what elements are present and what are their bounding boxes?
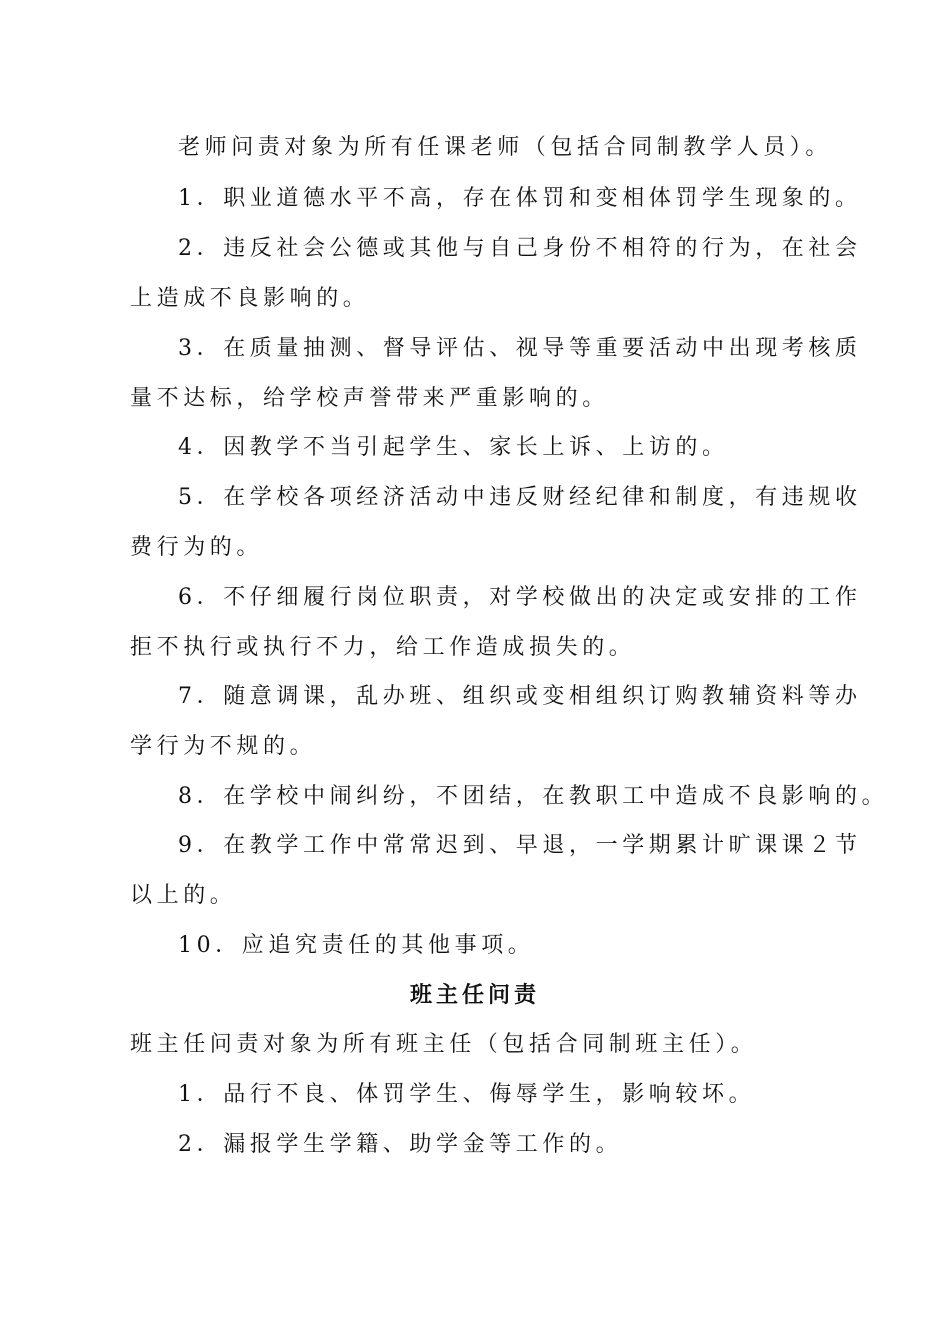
teacher-item-6-cont: 拒不执行或执行不力，给工作造成损失的。 [130,635,636,660]
teacher-item-6: 6．不仔细履行岗位职责，对学校做出的决定或安排的工作 [178,585,862,610]
head-teacher-intro: 班主任问责对象为所有班主任（包括合同制班主任）。 [130,1032,758,1057]
teacher-item-3: 3．在质量抽测、督导评估、视导等重要活动中出现考核质 [178,336,862,361]
teacher-item-9-cont: 以上的。 [130,883,237,908]
teacher-item-1: 1．职业道德水平不高，存在体罚和变相体罚学生现象的。 [178,186,862,211]
teacher-item-3-cont: 量不达标，给学校声誉带来严重影响的。 [130,386,609,411]
teacher-item-5: 5．在学校各项经济活动中违反财经纪律和制度，有违规收 [178,485,862,510]
teacher-item-10: 10．应追究责任的其他事项。 [178,933,535,958]
teacher-item-7-cont: 学行为不规的。 [130,734,317,759]
section-heading-head-teacher: 班主任问责 [409,983,540,1008]
teacher-item-9: 9．在教学工作中常常迟到、早退，一学期累计旷课课２节 [178,833,862,858]
head-teacher-item-1: 1．品行不良、体罚学生、侮辱学生，影响较坏。 [178,1082,756,1107]
teacher-item-5-cont: 费行为的。 [130,535,264,560]
teacher-intro: 老师问责对象为所有任课老师（包括合同制教学人员）。 [178,135,833,160]
teacher-item-2-cont: 上造成不良影响的。 [130,286,370,311]
teacher-item-2: 2．违反社会公德或其他与自己身份不相符的行为，在社会 [178,236,862,261]
teacher-item-7: 7．随意调课，乱办班、组织或变相组织订购教辅资料等办 [178,684,862,709]
head-teacher-item-2: 2．漏报学生学籍、助学金等工作的。 [178,1132,623,1157]
teacher-item-8: 8．在学校中闹纠纷，不团结，在教职工中造成不良影响的。 [178,784,889,809]
teacher-item-4: 4．因教学不当引起学生、家长上诉、上访的。 [178,435,729,460]
